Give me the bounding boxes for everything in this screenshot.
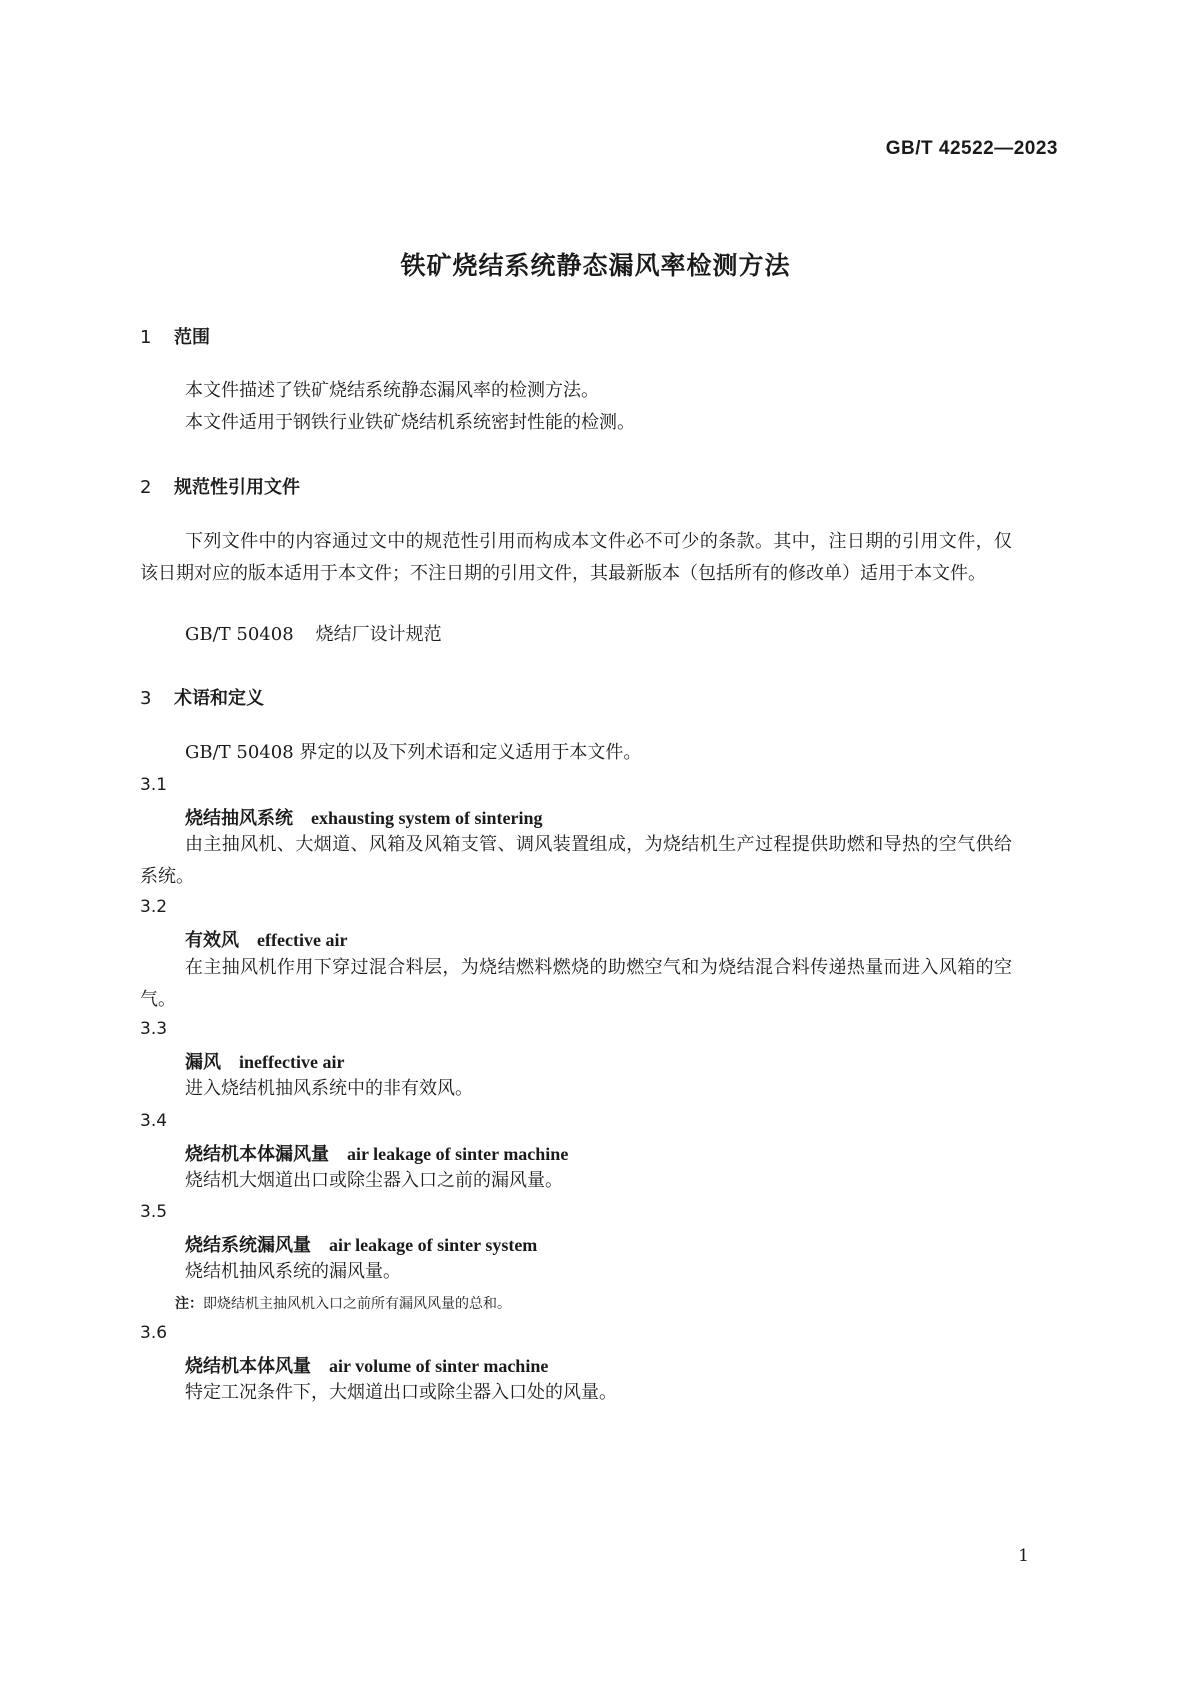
term-note — [175, 1293, 511, 1313]
term-definition: 特定工况条件下，大烟道出口或除尘器入口处的风量。 — [185, 1382, 617, 1403]
section-1-heading — [140, 323, 210, 349]
term-zh: 有效风 — [185, 930, 239, 951]
term-en: air leakage of sinter machine — [347, 1144, 569, 1164]
section-1-paragraph: 本文件描述了铁矿烧结系统静态漏风率的检测方法。 — [185, 380, 599, 401]
term-heading — [185, 804, 543, 830]
term-number: 3.4 — [140, 1111, 168, 1131]
term-definition: 进入烧结机抽风系统中的非有效风。 — [185, 1078, 473, 1099]
term-zh: 烧结抽风系统 — [185, 808, 293, 829]
term-number: 3.3 — [140, 1019, 168, 1039]
term-zh: 烧结机本体风量 — [185, 1356, 311, 1377]
term-heading — [185, 1352, 548, 1378]
term-number: 3.5 — [140, 1202, 168, 1222]
reference-code: GB/T 50408 — [185, 624, 294, 645]
term-en: air volume of sinter machine — [329, 1356, 549, 1376]
term-en: ineffective air — [239, 1052, 345, 1072]
standard-number: GB/T 42522—2023 — [885, 138, 1058, 159]
term-heading — [185, 1140, 568, 1166]
section-number: 3 — [140, 688, 152, 709]
term-definition: 烧结机大烟道出口或除尘器入口之前的漏风量。 — [185, 1170, 563, 1191]
term-en: effective air — [257, 930, 348, 950]
section-2-heading — [140, 473, 300, 499]
note-label: 注： — [175, 1296, 203, 1312]
term-definition: 在主抽风机作用下穿过混合料层，为烧结燃料燃烧的助燃空气和为烧结混合料传递热量而进入风箱的空气。 — [140, 957, 1012, 1010]
section-number: 1 — [140, 327, 152, 348]
page-number: 1 — [1018, 1546, 1029, 1566]
section-2-paragraph: 下列文件中的内容通过文中的规范性引用而构成本文件必不可少的条款。其中，注日期的引用文件，仅该日期对应的版本适用于本文件；不注日期的引用文件，其最新版本（包括所有的修改单）适用于本文件。 — [140, 531, 1012, 584]
note-text: 即烧结机主抽风机入口之前所有漏风风量的总和。 — [203, 1296, 511, 1312]
term-number: 3.1 — [140, 775, 168, 795]
section-1-paragraph: 本文件适用于钢铁行业铁矿烧结机系统密封性能的检测。 — [185, 412, 635, 433]
term-en: exhausting system of sintering — [311, 808, 543, 828]
term-heading — [185, 926, 347, 952]
term-heading — [185, 1048, 344, 1074]
term-definition: 由主抽风机、大烟道、风箱及风箱支管、调风装置组成，为烧结机生产过程提供助燃和导热的空气供给系统。 — [140, 834, 1012, 887]
term-definition: 烧结机抽风系统的漏风量。 — [185, 1261, 401, 1282]
normative-reference — [185, 619, 442, 651]
term-number: 3.6 — [140, 1323, 168, 1343]
reference-name: 烧结厂设计规范 — [315, 624, 442, 645]
section-title: 范围 — [174, 327, 210, 348]
section-title: 术语和定义 — [174, 688, 264, 709]
document-title: 铁矿烧结系统静态漏风率检测方法 — [400, 251, 791, 280]
term-zh: 漏风 — [185, 1052, 221, 1073]
term-en: air leakage of sinter system — [329, 1235, 538, 1255]
section-number: 2 — [140, 477, 152, 498]
term-heading — [185, 1231, 537, 1257]
section-3-intro: GB/T 50408 界定的以及下列术语和定义适用于本文件。 — [185, 742, 642, 763]
term-zh: 烧结机本体漏风量 — [185, 1144, 329, 1165]
section-3-heading — [140, 684, 264, 710]
section-title: 规范性引用文件 — [174, 477, 300, 498]
term-number: 3.2 — [140, 897, 168, 917]
term-zh: 烧结系统漏风量 — [185, 1235, 311, 1256]
